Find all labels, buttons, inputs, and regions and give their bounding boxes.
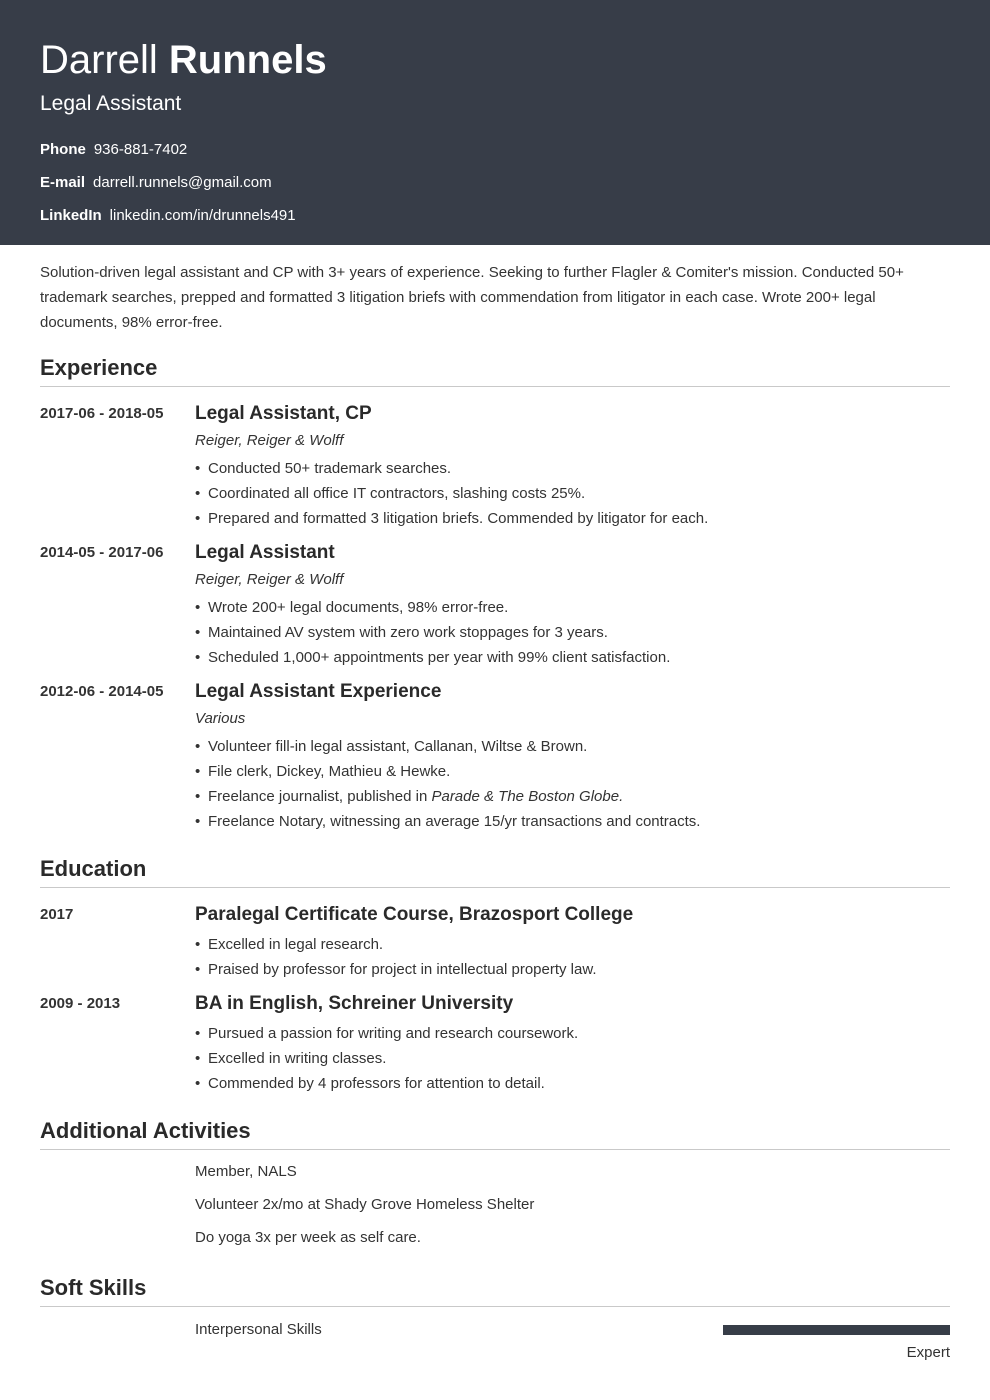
list-item: • Volunteer fill-in legal assistant, Callanan, Wiltse & Brown. (195, 734, 950, 759)
entry-organization: Reiger, Reiger & Wolff (195, 571, 344, 588)
list-item: Member, NALS (195, 1163, 297, 1180)
entry-date: 2017 (40, 906, 74, 923)
bullet-list (195, 595, 950, 670)
section-title-skills: Soft Skills (40, 1274, 950, 1307)
list-item: • Praised by professor for project in intellectual property law. (195, 957, 950, 982)
list-item: • Conducted 50+ trademark searches. (195, 456, 950, 481)
activities-list (0, 1162, 990, 1261)
entry-title: Legal Assistant (195, 542, 335, 563)
section-title-education: Education (40, 855, 950, 888)
email-value[interactable]: darrell.runnels@gmail.com (93, 174, 272, 191)
list-item: • Freelance Notary, witnessing an average 15/yr transactions and contracts. (195, 809, 950, 834)
list-item: Do yoga 3x per week as self care. (195, 1229, 421, 1246)
linkedin-value[interactable]: linkedin.com/in/drunnels491 (109, 207, 296, 224)
bullet-list (195, 456, 950, 531)
skill-name: Interpersonal Skills (195, 1321, 322, 1338)
contact-label: Phone (40, 141, 86, 158)
entry-title: Legal Assistant Experience (195, 681, 442, 702)
skill-level-fill (723, 1325, 950, 1335)
list-item: • Commended by 4 professors for attention to detail. (195, 1071, 950, 1096)
publication-names: Parade & The Boston Globe. (431, 788, 624, 805)
bullet-text: Freelance journalist, published in (208, 788, 432, 805)
entry-organization: Reiger, Reiger & Wolff (195, 432, 344, 449)
entry-organization: Various (195, 710, 246, 727)
list-item: • Excelled in legal research. (195, 932, 950, 957)
contact-linkedin (40, 207, 950, 240)
list-item: • Wrote 200+ legal documents, 98% error-free. (195, 595, 950, 620)
entry-title: Paralegal Certificate Course, Brazosport College (195, 904, 634, 925)
list-item: • Scheduled 1,000+ appointments per year with 99% client satisfaction. (195, 645, 950, 670)
list-item: • Coordinated all office IT contractors, slashing costs 25%. (195, 481, 950, 506)
education-entry (0, 992, 950, 1096)
skill-level-bar (723, 1325, 950, 1335)
entry-date: 2014-05 - 2017-06 (40, 544, 164, 561)
contact-list (40, 141, 950, 240)
list-item (195, 784, 950, 809)
bullet-list (195, 734, 950, 834)
last-name: Runnels (168, 38, 327, 82)
experience-entry (0, 402, 950, 531)
first-name: Darrell (40, 38, 158, 82)
contact-label: LinkedIn (40, 207, 102, 224)
bullet-list (195, 1021, 950, 1096)
experience-entry (0, 680, 950, 834)
skill-level-label: Expert (906, 1344, 950, 1361)
entry-date: 2009 - 2013 (40, 995, 121, 1012)
candidate-role: Legal Assistant (40, 92, 182, 115)
summary-paragraph: Solution-driven legal assistant and CP with 3+ years of experience. Seeking to further Flagler & Comiter's mission. Conducted 50+ trademark searches, prepped and formatted 3 litigation briefs with commendation from litigator in each case. Wrote 200+ legal documents, 98% error-free. (40, 264, 904, 331)
list-item: • Prepared and formatted 3 litigation briefs. Commended by litigator for each. (195, 506, 950, 531)
entry-date: 2012-06 - 2014-05 (40, 683, 164, 700)
contact-email (40, 174, 950, 207)
list-item: • Excelled in writing classes. (195, 1046, 950, 1071)
phone-value[interactable]: 936-881-7402 (93, 141, 188, 158)
contact-label: E-mail (40, 174, 86, 191)
candidate-name (40, 37, 950, 83)
list-item: Volunteer 2x/mo at Shady Grove Homeless Shelter (195, 1196, 535, 1213)
bullet-list (195, 932, 950, 982)
skill-row (0, 1307, 990, 1367)
entry-title: BA in English, Schreiner University (195, 993, 514, 1014)
list-item: • Pursued a passion for writing and research coursework. (195, 1021, 950, 1046)
resume-header (0, 0, 990, 245)
contact-phone (40, 141, 950, 174)
list-item: • Maintained AV system with zero work stoppages for 3 years. (195, 620, 950, 645)
education-entry (0, 903, 950, 982)
experience-entry (0, 541, 950, 670)
section-title-activities: Additional Activities (40, 1117, 950, 1150)
list-item: • File clerk, Dickey, Mathieu & Hewke. (195, 759, 950, 784)
entry-title: Legal Assistant, CP (195, 403, 372, 424)
entry-date: 2017-06 - 2018-05 (40, 405, 164, 422)
section-title-experience: Experience (40, 354, 950, 387)
